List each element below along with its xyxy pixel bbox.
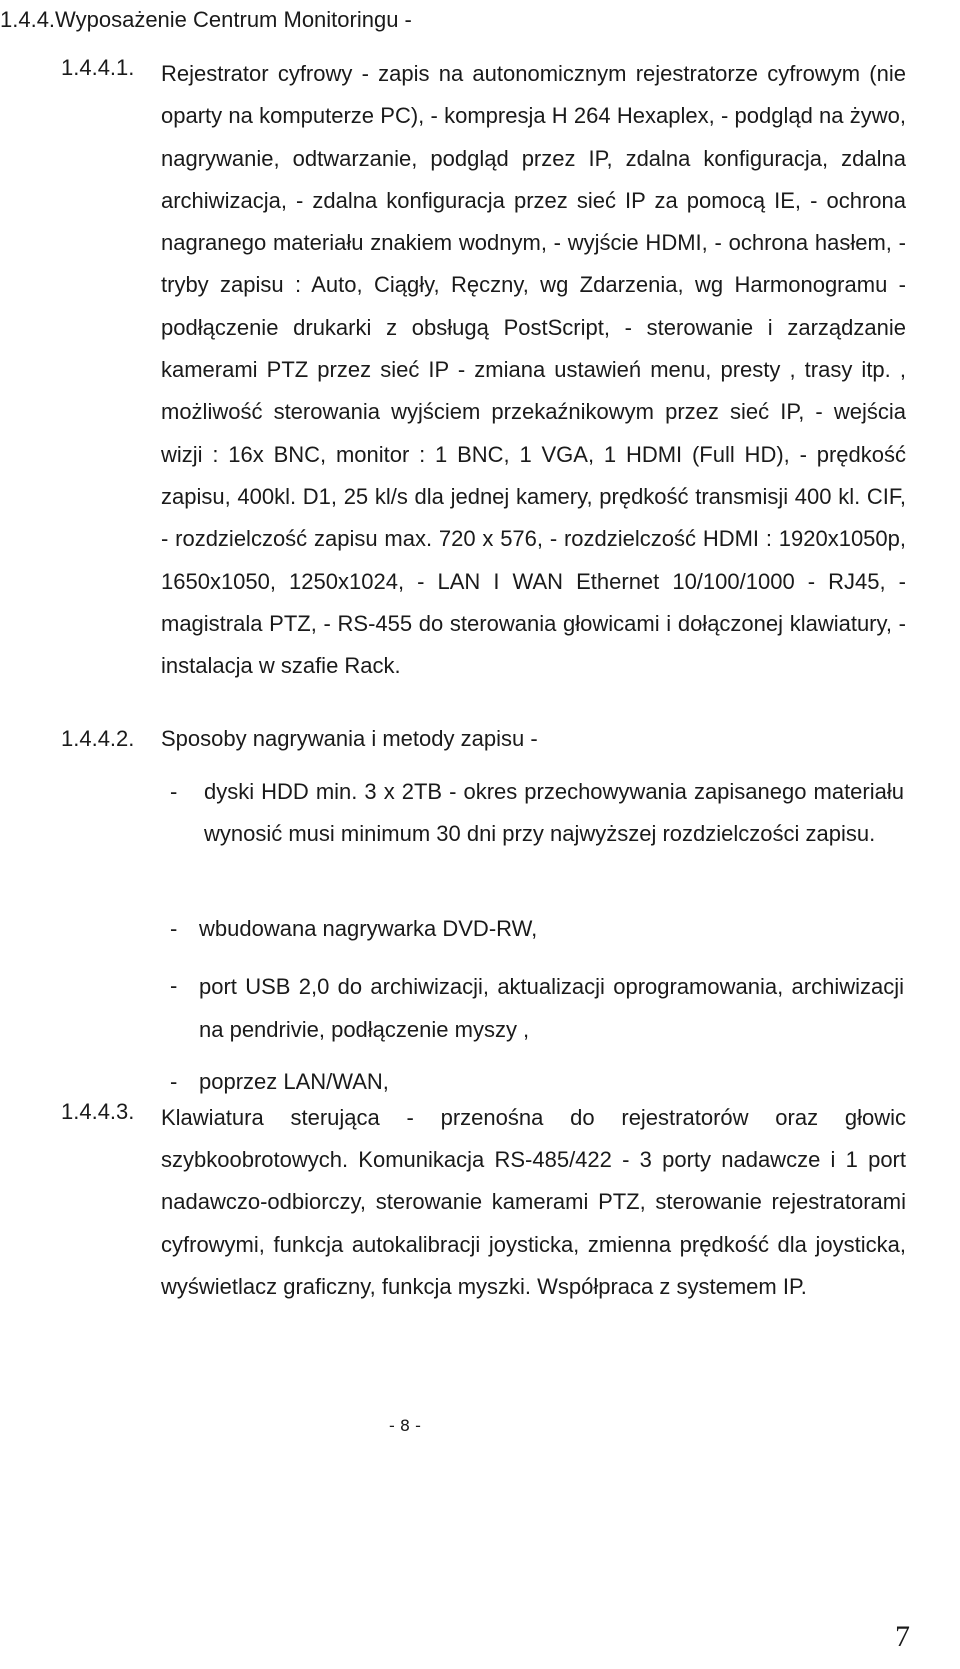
- list-item-text: dyski HDD min. 3 x 2TB - okres przechowywania zapisanego materiału wynosić musi minimum 30 dni przy najwyższej rozdzielczości zapisu.: [204, 779, 904, 847]
- section-heading: 1.4.4.Wyposażenie Centrum Monitoringu -: [0, 7, 412, 32]
- section-text-1: Rejestrator cyfrowy - zapis na autonomicznym rejestratorze cyfrowym (nie oparty na komputerze PC), - kompresja H 264 Hexaplex, - podgląd na żywo, nagrywanie, odtwarzanie, podgląd przez IP, zdalna konfiguracja, zdalna archiwizacja, - zdalna konfiguracja przez sieć IP za pomocą IE, - ochrona nagranego materiału znakiem wodnym, - wyjście HDMI, - ochrona hasłem, - tryby zapisu : Auto, Ciągły, Ręczny, wg Zdarzenia, wg Harmonogramu -podłączenie drukarki z obsługą PostScript, - sterowanie i zarządzanie kamerami PTZ przez sieć IP - zmiana ustawień menu, presty , trasy itp. , możliwość sterowania wyjściem przekaźnikowym przez sieć IP, - wejścia wizji : 16x BNC, monitor : 1 BNC, 1 VGA, 1 HDMI (Full HD), - prędkość zapisu, 400kl. D1, 25 kl/s dla jednej kamery, prędkość transmisji 400 kl. CIF, - rozdzielczość zapisu max. 720 x 576, - rozdzielczość HDMI : 1920x1050p, 1650x1050, 1250x1024, - LAN I WAN Ethernet 10/100/1000 - RJ45, - magistrala PTZ, - RS-455 do sterowania głowicami i dołączonej klawiatury, - instalacja w szafie Rack.: [161, 61, 906, 679]
- section-number-2: 1.4.4.2.: [61, 726, 135, 751]
- list-dash: -: [170, 779, 178, 804]
- section-text-2: Sposoby nagrywania i metody zapisu -: [161, 726, 538, 751]
- section-number-3: 1.4.4.3.: [61, 1099, 135, 1124]
- section-text-3: Klawiatura sterująca - przenośna do rejestratorów oraz głowic szybkoobrotowych. Komunikacja RS-485/422 - 3 porty nadawcze i 1 port nadawczo-odbiorczy, sterowanie kamerami PTZ, sterowanie rejestratorami cyfrowymi, funkcja autokalibracji joysticka, zmienna prędkość dla joysticka, wyświetlacz graficzny, funkcja myszki. Współpraca z systemem IP.: [161, 1105, 906, 1299]
- list-item-text: poprzez LAN/WAN,: [199, 1069, 389, 1094]
- section-number-1: 1.4.4.1.: [61, 55, 135, 80]
- list-dash: -: [170, 916, 178, 941]
- list-item-text: port USB 2,0 do archiwizacji, aktualizacji oprogramowania, archiwizacji na pendrivie, podłączenie myszy ,: [199, 974, 904, 1042]
- corner-page-number: 7: [895, 1620, 910, 1653]
- footer-page-number: - 8 -: [389, 1416, 421, 1435]
- list-item-text: wbudowana nagrywarka DVD-RW,: [199, 916, 538, 941]
- list-dash: -: [170, 1069, 178, 1094]
- list-dash: -: [170, 973, 178, 998]
